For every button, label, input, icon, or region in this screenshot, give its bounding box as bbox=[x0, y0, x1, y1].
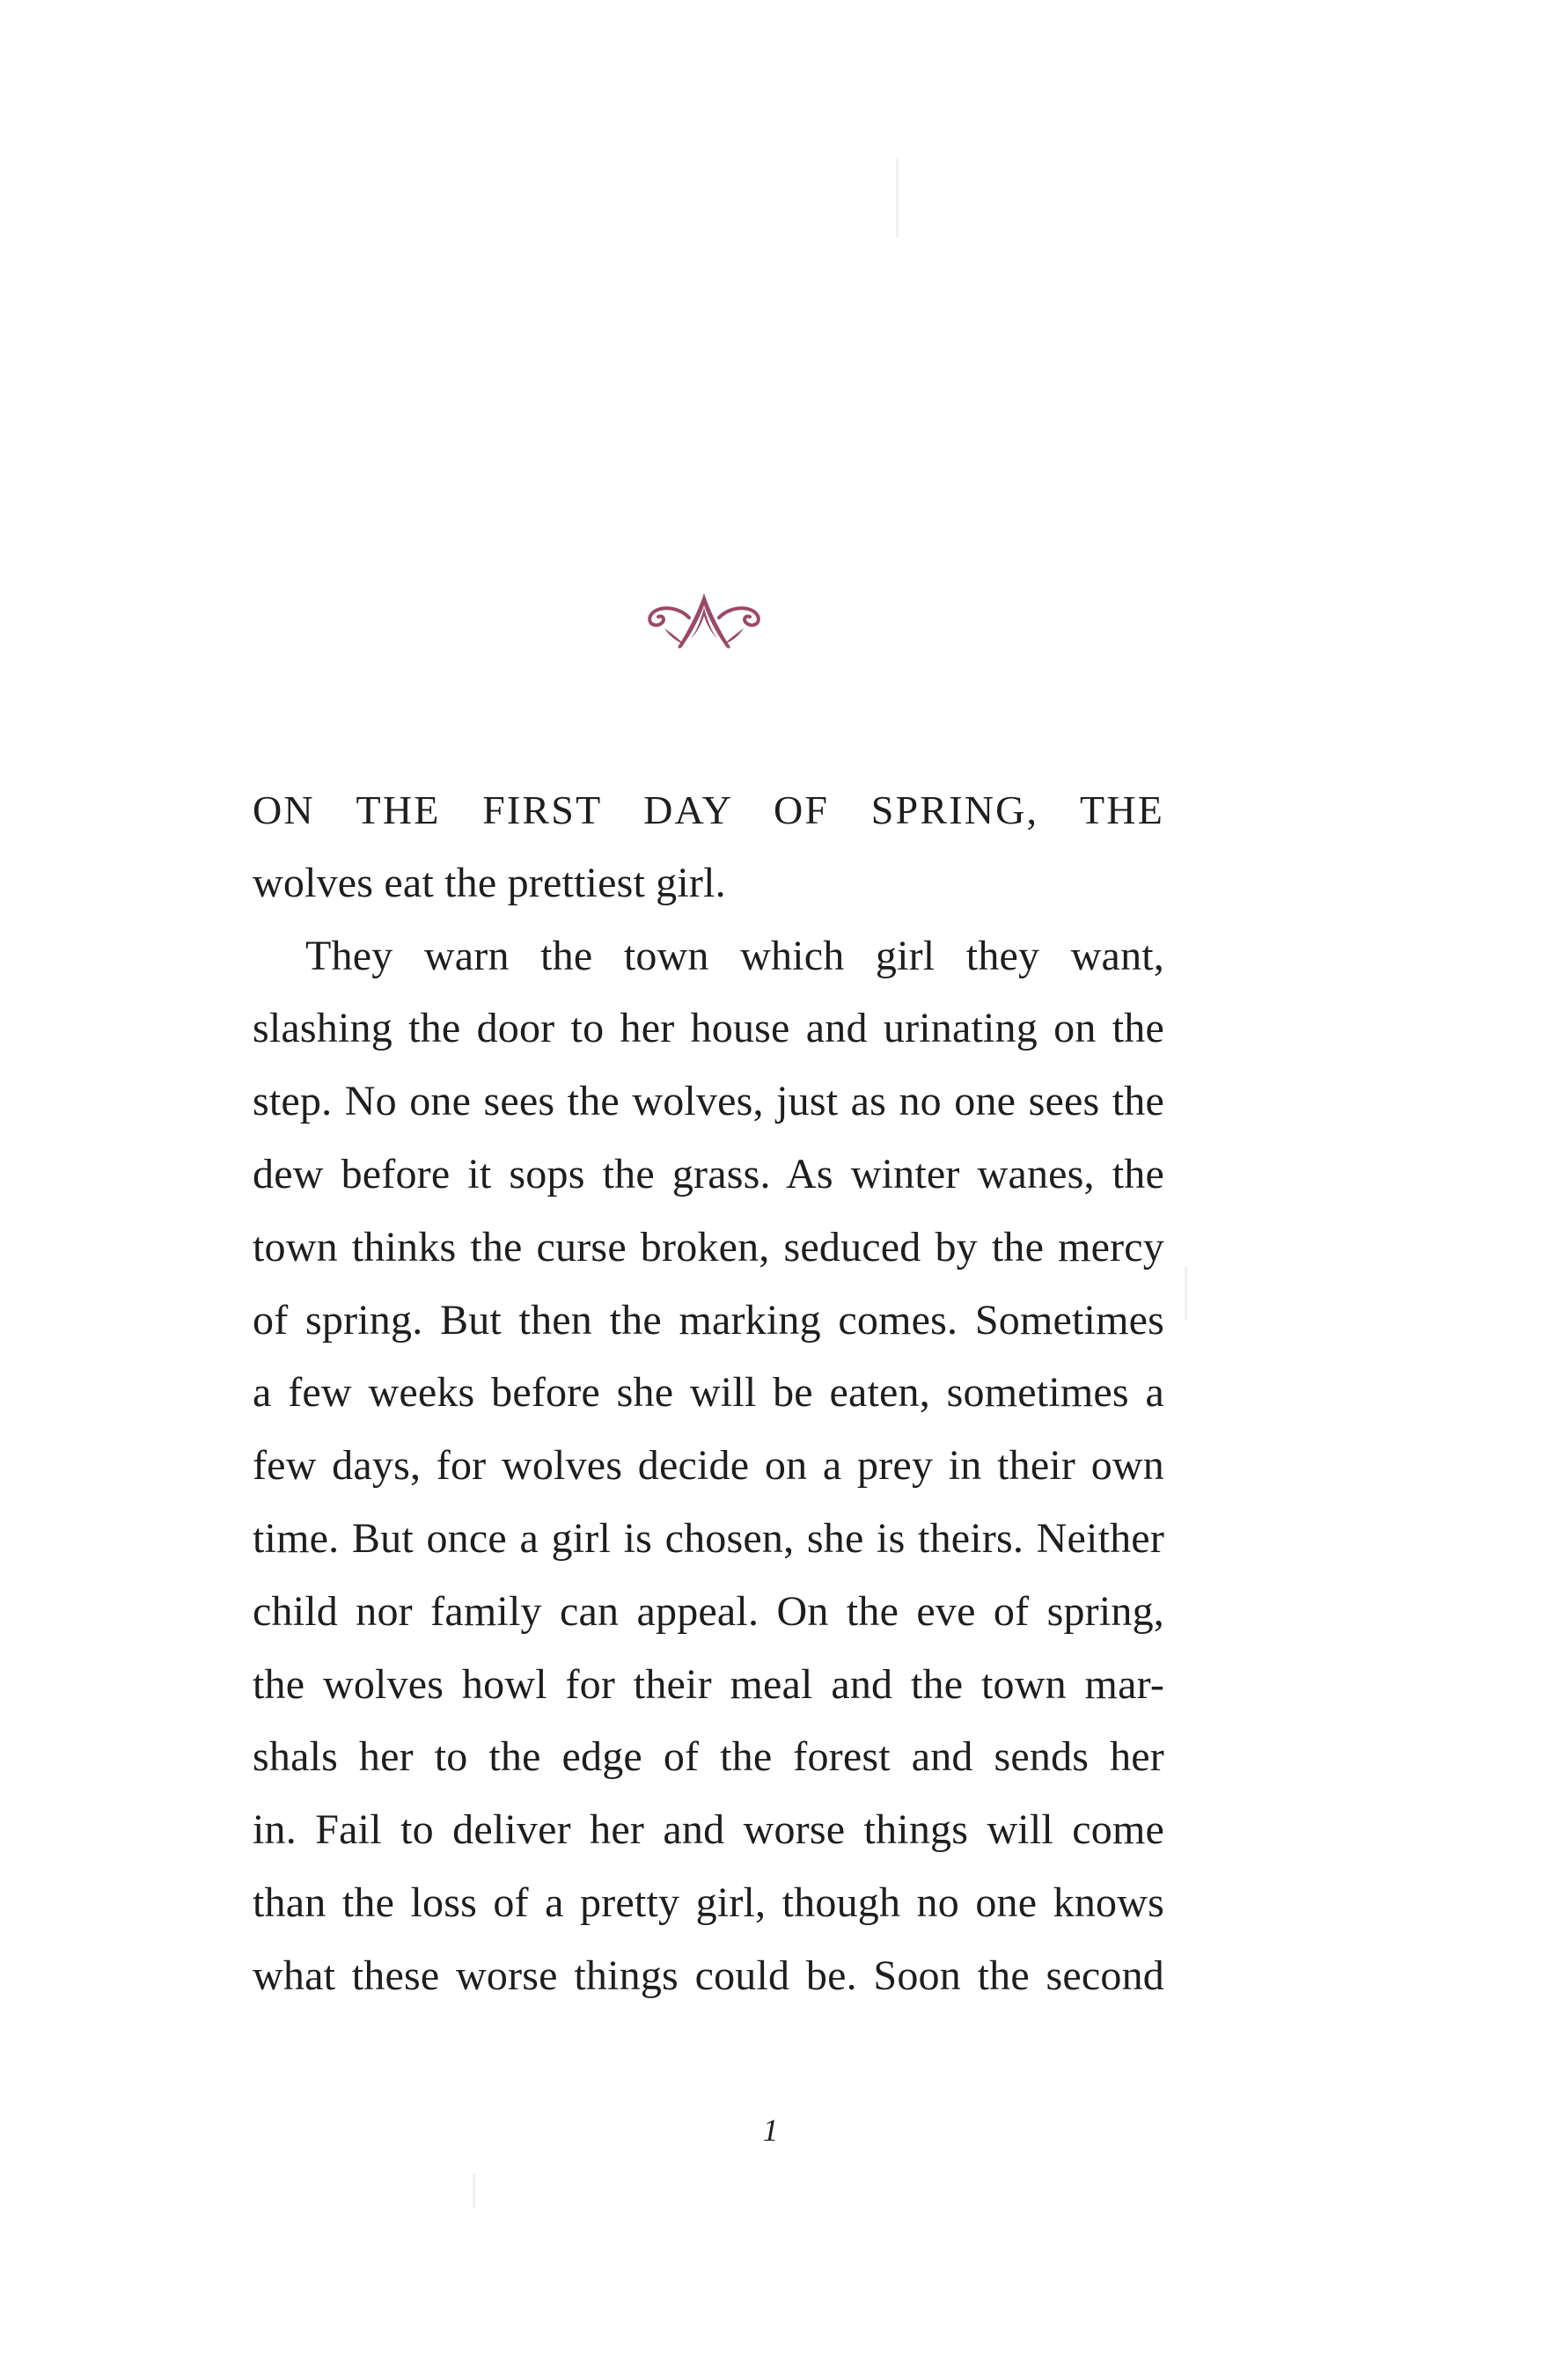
text-line: time. But once a girl is chosen, she is theirs. Neither bbox=[253, 1514, 1164, 1562]
text-line: what these worse things could be. Soon the second bbox=[253, 1952, 1164, 1999]
text-line: step. No one sees the wolves, just as no one sees the bbox=[253, 1078, 1164, 1125]
scan-speck bbox=[1185, 1267, 1187, 1320]
text-line: slashing the door to her house and urinating on the bbox=[253, 1005, 1164, 1052]
text-line: dew before it sops the grass. As winter wanes, the bbox=[253, 1150, 1164, 1197]
scan-speck bbox=[896, 158, 899, 238]
paragraph-first-line: They warn the town which girl they want, bbox=[305, 932, 1164, 979]
text-line: in. Fail to deliver her and worse things will come bbox=[253, 1806, 1164, 1854]
text-line: few days, for wolves decide on a prey in their own bbox=[253, 1442, 1164, 1490]
text-line: child nor family can appeal. On the eve of spring, bbox=[253, 1587, 1164, 1635]
scan-speck bbox=[473, 2173, 475, 2208]
chapter-opening-text bbox=[253, 774, 1164, 2013]
opening-line-small-caps: ON THE FIRST DAY OF SPRING, THE bbox=[253, 787, 1164, 832]
text-line: town thinks the curse broken, seduced by the mercy bbox=[253, 1223, 1164, 1271]
page-number: 1 bbox=[762, 2113, 779, 2148]
text-line: shals her to the edge of the forest and sends her bbox=[253, 1733, 1164, 1781]
text-line: than the loss of a pretty girl, though no one knows bbox=[253, 1878, 1164, 1926]
text-line: the wolves howl for their meal and the town mar- bbox=[253, 1660, 1164, 1708]
text-line: of spring. But then the marking comes. Sometimes bbox=[253, 1296, 1164, 1344]
text-line: wolves eat the prettiest girl. bbox=[253, 859, 726, 906]
text-line: a few weeks before she will be eaten, sometimes a bbox=[253, 1369, 1164, 1417]
fleuron-ornament-icon bbox=[638, 581, 770, 669]
